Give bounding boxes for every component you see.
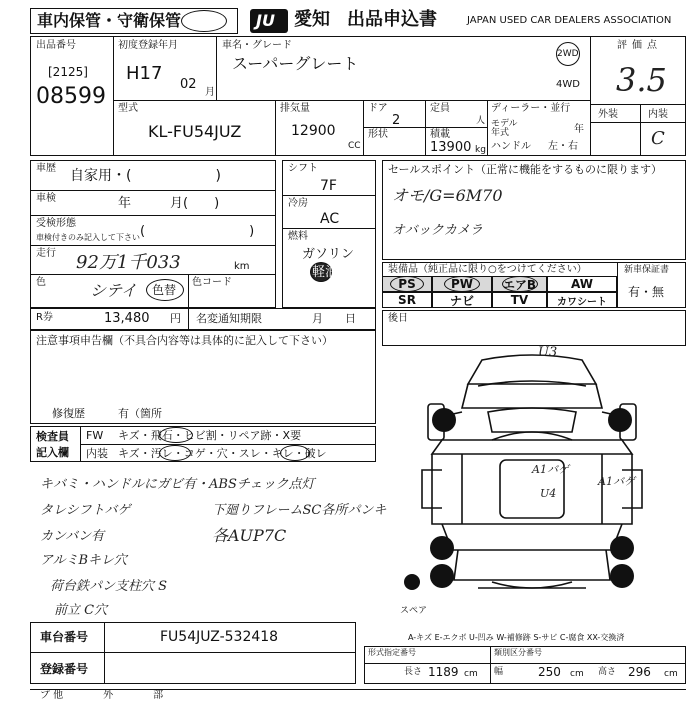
hand-line2b: 下廻りフレームSC各所パンキ: [212, 503, 387, 518]
model-code: KL-FU54JUZ: [148, 122, 242, 141]
recycle-label: R券: [36, 312, 53, 323]
inspector-label1: 検査員: [36, 430, 69, 443]
equip-aw: AW: [547, 276, 617, 292]
cc-unit: CC: [348, 141, 361, 151]
load-label: 積載: [430, 129, 450, 140]
fw-chip-circle: [159, 427, 193, 443]
bottom-partial-text: プ 他 外 部: [40, 690, 164, 701]
width-value: 250: [538, 665, 561, 679]
after-box: [382, 310, 686, 346]
logo-text: JU: [256, 11, 275, 30]
km-unit: km: [234, 261, 250, 272]
fw-label: FW: [86, 429, 104, 442]
dealer-label: ディーラー・並行: [491, 103, 571, 114]
diagram-top-mark: U3: [538, 345, 558, 360]
color-change: 色替: [152, 283, 177, 297]
model-year-label: モデル年式: [491, 119, 518, 138]
diagram-mark-u4: U4: [540, 487, 557, 500]
ac-value: AC: [320, 211, 340, 227]
reg-number-label: 登録番号: [40, 662, 89, 676]
length-label: 長さ: [404, 667, 423, 677]
vehicle-diagram: [382, 346, 686, 628]
inspection-label: 車検: [36, 193, 56, 204]
warranty-label: 新車保証書: [624, 265, 670, 275]
diagram-mark-a1r: A1バゲ: [598, 475, 635, 488]
length-cm: cm: [464, 669, 478, 679]
history-label: 車歴: [36, 163, 56, 174]
kg-unit: kg: [475, 145, 486, 155]
after-label: 後日: [388, 313, 408, 324]
equip-ps-circle: [390, 276, 424, 292]
spare-label: スペア: [400, 606, 428, 616]
type-label: 型式: [118, 103, 138, 114]
capacity-label: 定員: [430, 103, 450, 114]
door-label: ドア: [368, 103, 388, 114]
displacement-label: 排気量: [280, 103, 310, 114]
hand-line1: キバミ・ハンドルにガビ有・ABSチェック点灯: [40, 477, 315, 492]
equip-pw-circle: [444, 276, 480, 292]
diagram-mark-a1: A1バゲ: [532, 463, 569, 476]
fw-items: キズ・飛石・ヒビ割・リペア跡・X要: [118, 429, 302, 442]
hand-line3b: 各AUP7C: [212, 526, 287, 545]
name-change-label: 名変通知期限: [196, 312, 262, 325]
history-value: 自家用・( ): [70, 168, 221, 184]
notes-label: 注意事項申告欄（不具合内容等は具体的に記入して下さい）: [36, 334, 333, 347]
score-label: 評価点: [617, 40, 662, 51]
int-items: キズ・汚レ・コゲ・穴・スレ・キレ・破レ: [118, 447, 327, 460]
inspector-label2: 記入欄: [36, 446, 69, 459]
recall-note: 車検付きのみ記入して下さい: [36, 233, 140, 242]
exterior-label: 外装: [598, 109, 618, 120]
repair-label: 修復歴: [52, 407, 85, 420]
storage-circle: [181, 10, 227, 32]
fuel-label: 燃料: [288, 231, 308, 242]
storage-box: [30, 8, 238, 34]
selling-line2: オバックカメラ: [392, 223, 483, 238]
damage-legend: A-キズ E-エクボ U-凹み W-補修跡 S-サビ C-腐食 XX-交換済: [408, 633, 625, 642]
category-number-label: 類別区分番号: [494, 648, 542, 657]
equip-tv: TV: [492, 292, 547, 308]
shift-label: シフト: [288, 163, 318, 174]
storage-label: 車内保管・守衛保管: [37, 11, 182, 30]
lot-label: 出品番号: [36, 40, 76, 51]
fuel-diesel: 軽油: [312, 265, 339, 280]
hand-line2: タレシフトバゲ: [40, 503, 131, 518]
car-name: スーパーグレート: [232, 54, 359, 73]
shift-value: 7F: [320, 178, 337, 194]
equip-airbag: エアB: [492, 276, 547, 292]
load-value: 13900: [430, 140, 472, 155]
mileage-label: 走行: [36, 248, 56, 259]
length-value: 1189: [428, 665, 459, 679]
recall-value: ( ): [140, 224, 255, 239]
equip-leather: カワシート: [547, 292, 617, 308]
color-hand: シテイ: [90, 281, 137, 300]
drive-2wd: 2WD: [557, 49, 579, 59]
height-value: 296: [628, 665, 651, 679]
equip-ps: PS: [382, 276, 432, 292]
ju-logo: [250, 9, 288, 33]
equip-airbag-circle: [502, 276, 538, 292]
reg-month: 02: [180, 77, 197, 92]
hand-line6: 前立 C穴: [54, 603, 108, 618]
mileage-hand: 92万1千033: [76, 252, 181, 273]
width-cm: cm: [570, 669, 584, 679]
equipment-grid: [382, 276, 617, 308]
height-label: 高さ: [598, 667, 617, 677]
year-unit: 年: [574, 124, 584, 135]
handle-label: ハンドル: [491, 141, 531, 152]
score-value: 3.5: [616, 61, 667, 99]
equip-sr: SR: [382, 292, 432, 308]
height-cm: cm: [664, 669, 678, 679]
equipment-label: 装備品（純正品に限り○をつけてください）: [388, 264, 587, 275]
interior-label: 内装: [648, 109, 668, 120]
org-name: 愛知: [294, 9, 330, 30]
selling-points-label: セールスポイント（正常に機能をするものに限ります）: [388, 163, 663, 176]
month-unit: 月: [205, 87, 215, 98]
color-code-label: 色コード: [192, 277, 232, 288]
int-wear-circle: [280, 445, 310, 461]
hand-line4: アルミBキレ穴: [40, 553, 127, 568]
lot-number: 08599: [36, 84, 106, 109]
hand-line5: 荷台鉄パン支柱穴 S: [50, 579, 168, 594]
handle-options: 左・右: [548, 141, 578, 152]
equip-navi: ナビ: [432, 292, 492, 308]
chassis-value: FU54JUZ-532418: [160, 629, 279, 645]
ac-label: 冷房: [288, 198, 308, 209]
capacity-unit: 人: [476, 116, 486, 126]
width-label: 幅: [494, 667, 504, 677]
name-change-value: 月 日: [312, 312, 356, 325]
repair-value: 有（箇所: [118, 407, 162, 420]
era-year: H17: [126, 63, 163, 84]
interior-grade: C: [651, 128, 665, 149]
yen-unit: 円: [170, 312, 181, 325]
hand-line3: カンバン有: [40, 529, 105, 544]
first-reg-label: 初度登録年月: [118, 40, 178, 51]
color-label: 色: [36, 277, 46, 288]
displacement-value: 12900: [291, 123, 336, 139]
recall-label: 受検形態: [36, 218, 76, 229]
car-name-label: 車名・グレード: [222, 40, 292, 51]
selling-line1: オモ/G=6M70: [392, 186, 503, 205]
warranty-value: 有・無: [628, 285, 665, 299]
drive-4wd: 4WD: [556, 79, 580, 90]
form-title: 出品申込書: [347, 9, 437, 30]
shape-label: 形状: [368, 129, 388, 140]
lot-small: [2125]: [48, 65, 88, 79]
int-label: 内装: [86, 447, 108, 460]
fuel-value: ガソリン: [302, 247, 355, 262]
door-value: 2: [392, 113, 401, 128]
association-name: JAPAN USED CAR DEALERS ASSOCIATION: [467, 15, 672, 26]
inspection-value: 年 月( ): [118, 196, 220, 211]
top-grid: [30, 36, 686, 156]
recycle-value: 13,480: [104, 311, 150, 326]
int-dirt-circle: [159, 445, 191, 461]
class-number-label: 形式指定番号: [368, 648, 416, 657]
chassis-label: 車台番号: [40, 630, 89, 644]
bottom-strip: [30, 689, 686, 701]
equip-pw: PW: [432, 276, 492, 292]
